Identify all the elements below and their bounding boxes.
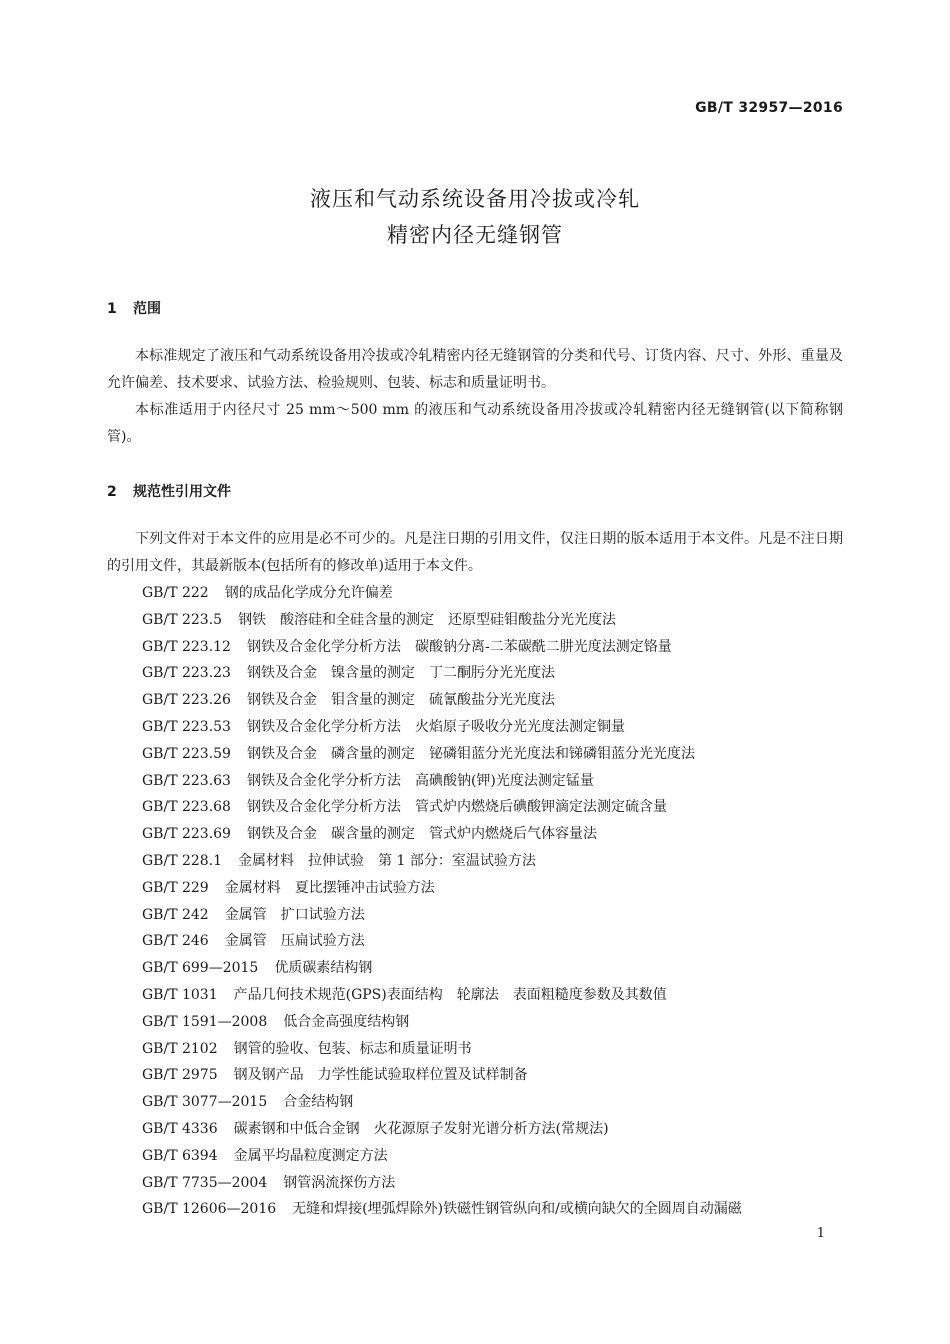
reference-title: 优质碳素结构钢 — [274, 960, 373, 977]
reference-item — [142, 794, 742, 821]
reference-item — [142, 821, 742, 848]
reference-code: GB/T 223.68 — [142, 799, 231, 816]
reference-code: GB/T 699—2015 — [142, 960, 259, 977]
reference-code: GB/T 3077—2015 — [142, 1094, 268, 1111]
reference-item — [142, 928, 742, 955]
reference-item — [142, 634, 742, 661]
reference-item — [142, 1116, 742, 1143]
reference-code: GB/T 223.12 — [142, 638, 231, 655]
reference-item — [142, 1196, 742, 1223]
reference-item — [142, 687, 742, 714]
reference-title: 金属管 压扁试验方法 — [224, 933, 365, 950]
reference-code: GB/T 7735—2004 — [142, 1174, 268, 1191]
reference-item — [142, 1143, 742, 1170]
reference-title: 钢的成品化学成分允许偏差 — [224, 585, 393, 601]
normative-reference-list — [142, 580, 742, 1223]
reference-item — [142, 982, 742, 1009]
reference-title: 钢铁及合金 钼含量的测定 硫氰酸盐分光光度法 — [246, 692, 555, 709]
reference-item — [142, 902, 742, 929]
section-2-intro: 下列文件对于本文件的应用是必不可少的。凡是注日期的引用文件，仅注日期的版本适用于本文件。凡是不注日期的引用文件，其最新版本(包括所有的修改单)适用于本文件。 — [107, 531, 843, 574]
section-1-paragraph-2: 本标准适用于内径尺寸 25 mm～500 mm 的液压和气动系统设备用冷拔或冷轧精密内径无缝钢管(以下简称钢管)。 — [107, 402, 843, 445]
reference-title: 金属平均晶粒度测定方法 — [233, 1147, 388, 1164]
reference-title: 钢铁及合金化学分析方法 火焰原子吸收分光光度法测定铜量 — [246, 718, 625, 735]
reference-title: 钢铁及合金 磷含量的测定 铋磷钼蓝分光光度法和锑磷钼蓝分光光度法 — [246, 745, 695, 762]
reference-code: GB/T 229 — [142, 879, 209, 896]
reference-title: 无缝和焊接(埋弧焊除外)铁磁性钢管纵向和/或横向缺欠的全圆周自动漏磁 — [292, 1201, 742, 1218]
section-1-title: 范围 — [133, 301, 161, 317]
section-2-title: 规范性引用文件 — [133, 484, 231, 500]
section-2-heading — [107, 481, 231, 501]
reference-code: GB/T 222 — [142, 585, 209, 601]
reference-title: 钢管的验收、包装、标志和质量证明书 — [233, 1040, 472, 1057]
standard-code: GB/T 32957—2016 — [695, 100, 843, 116]
reference-title: 钢铁 酸溶硅和全硅含量的测定 还原型硅钼酸盐分光光度法 — [238, 611, 617, 628]
reference-item — [142, 768, 742, 795]
reference-code: GB/T 4336 — [142, 1120, 218, 1137]
reference-title: 低合金高强度结构钢 — [283, 1013, 410, 1030]
reference-item — [142, 714, 742, 741]
reference-item — [142, 955, 742, 982]
reference-title: 钢铁及合金 镍含量的测定 丁二酮肟分光光度法 — [246, 665, 555, 682]
section-1-heading — [107, 298, 161, 318]
reference-item — [142, 741, 742, 768]
reference-item — [142, 1062, 742, 1089]
reference-code: GB/T 223.59 — [142, 745, 231, 762]
reference-title: 金属管 扩口试验方法 — [224, 906, 365, 923]
reference-item — [142, 580, 742, 607]
reference-item — [142, 1089, 742, 1116]
reference-title: 金属材料 夏比摆锤冲击试验方法 — [224, 879, 435, 896]
reference-item — [142, 875, 742, 902]
reference-code: GB/T 12606—2016 — [142, 1201, 277, 1218]
reference-item — [142, 607, 742, 634]
reference-code: GB/T 242 — [142, 906, 209, 923]
reference-item — [142, 848, 742, 875]
reference-code: GB/T 223.63 — [142, 772, 231, 789]
reference-code: GB/T 228.1 — [142, 852, 223, 869]
reference-title: 钢铁及合金化学分析方法 管式炉内燃烧后碘酸钾滴定法测定硫含量 — [246, 799, 667, 816]
reference-code: GB/T 2975 — [142, 1067, 218, 1084]
document-title-line-1: 液压和气动系统设备用冷拔或冷轧 — [310, 187, 640, 211]
reference-item — [142, 1036, 742, 1063]
reference-title: 产品几何技术规范(GPS)表面结构 轮廓法 表面粗糙度参数及其数值 — [233, 986, 667, 1003]
reference-code: GB/T 223.26 — [142, 692, 231, 709]
reference-code: GB/T 223.5 — [142, 611, 223, 628]
reference-title: 碳素钢和中低合金钢 火花源原子发射光谱分析方法(常规法) — [233, 1120, 609, 1137]
reference-code: GB/T 223.69 — [142, 826, 231, 843]
reference-title: 合金结构钢 — [283, 1094, 354, 1111]
reference-code: GB/T 2102 — [142, 1040, 218, 1057]
reference-title: 金属材料 拉伸试验 第 1 部分：室温试验方法 — [238, 852, 536, 869]
reference-item — [142, 1009, 742, 1036]
reference-code: GB/T 223.23 — [142, 665, 231, 682]
page-number: 1 — [816, 1226, 825, 1241]
section-1-number: 1 — [107, 301, 117, 317]
reference-title: 钢管涡流探伤方法 — [283, 1174, 396, 1191]
reference-code: GB/T 1591—2008 — [142, 1013, 268, 1030]
reference-title: 钢及钢产品 力学性能试验取样位置及试样制备 — [233, 1067, 528, 1084]
section-2-number: 2 — [107, 484, 117, 500]
reference-code: GB/T 1031 — [142, 986, 218, 1003]
document-title-line-2: 精密内径无缝钢管 — [387, 223, 563, 247]
reference-item — [142, 660, 742, 687]
reference-title: 钢铁及合金化学分析方法 碳酸钠分离-二苯碳酰二肼光度法测定铬量 — [246, 638, 672, 655]
section-1-paragraph-1: 本标准规定了液压和气动系统设备用冷拔或冷轧精密内径无缝钢管的分类和代号、订货内容、尺寸、外形、重量及允许偏差、技术要求、试验方法、检验规则、包装、标志和质量证明书。 — [107, 348, 843, 391]
reference-item — [142, 1170, 742, 1197]
reference-code: GB/T 6394 — [142, 1147, 218, 1164]
reference-code: GB/T 223.53 — [142, 718, 231, 735]
reference-title: 钢铁及合金化学分析方法 高碘酸钠(钾)光度法测定锰量 — [246, 772, 594, 789]
reference-code: GB/T 246 — [142, 933, 209, 950]
reference-title: 钢铁及合金 碳含量的测定 管式炉内燃烧后气体容量法 — [246, 826, 597, 843]
